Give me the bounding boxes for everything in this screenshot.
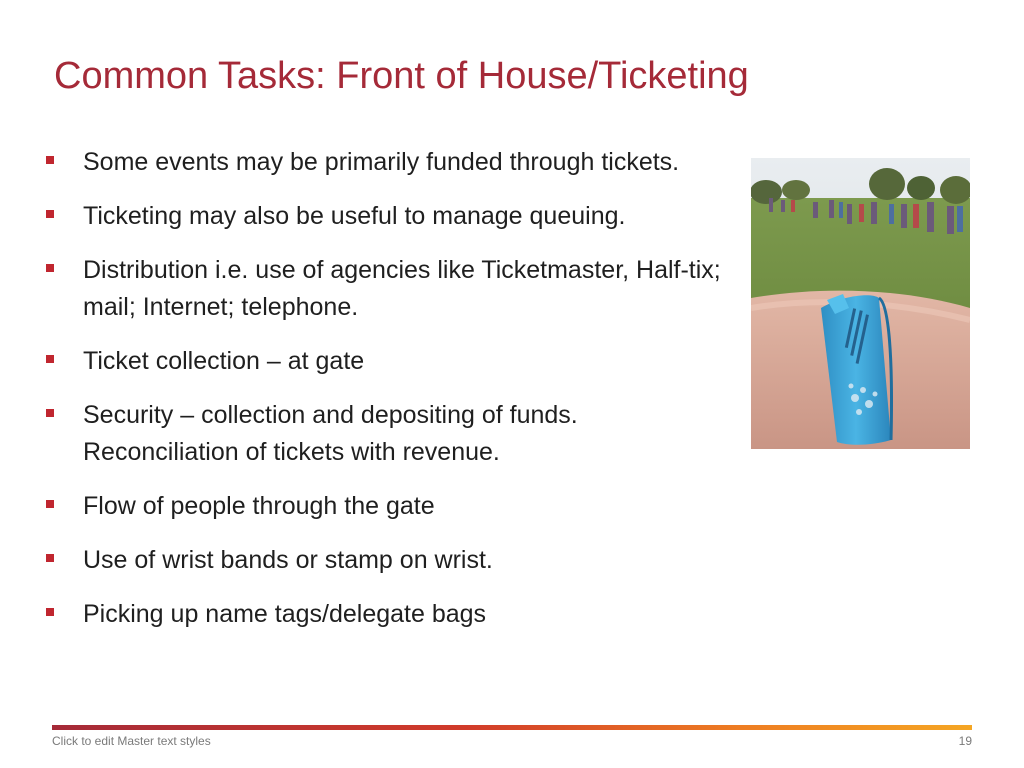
slide-title: Common Tasks: Front of House/Ticketing xyxy=(54,55,749,97)
square-bullet-icon xyxy=(46,409,54,417)
square-bullet-icon xyxy=(46,608,54,616)
bullet-text: Security – collection and depositing of funds. Reconciliation of tickets with revenue. xyxy=(83,401,578,466)
footer-divider xyxy=(52,725,972,730)
bullet-text: Distribution i.e. use of agencies like Ticketmaster, Half-tix; mail; Internet; telephone. xyxy=(83,256,721,321)
bullet-text: Flow of people through the gate xyxy=(83,492,435,520)
bullet-item xyxy=(46,596,726,633)
square-bullet-icon xyxy=(46,500,54,508)
bullet-text: Ticket collection – at gate xyxy=(83,347,365,375)
bullet-list xyxy=(46,144,726,650)
bullet-item xyxy=(46,397,726,471)
bullet-item xyxy=(46,198,726,235)
bullet-text: Ticketing may also be useful to manage queuing. xyxy=(83,202,626,230)
bullet-text: Some events may be primarily funded through tickets. xyxy=(83,148,680,176)
square-bullet-icon xyxy=(46,554,54,562)
footer-placeholder: Click to edit Master text styles xyxy=(52,734,211,748)
bullet-text: Use of wrist bands or stamp on wrist. xyxy=(83,546,493,574)
bullet-text: Picking up name tags/delegate bags xyxy=(83,600,487,628)
square-bullet-icon xyxy=(46,264,54,272)
square-bullet-icon xyxy=(46,210,54,218)
square-bullet-icon xyxy=(46,355,54,363)
page-number: 19 xyxy=(958,734,972,748)
wristband-photo xyxy=(751,158,970,449)
bullet-item xyxy=(46,252,726,326)
bullet-item xyxy=(46,488,726,525)
bullet-item xyxy=(46,542,726,579)
bullet-item xyxy=(46,144,726,181)
bullet-item xyxy=(46,343,726,380)
square-bullet-icon xyxy=(46,156,54,164)
